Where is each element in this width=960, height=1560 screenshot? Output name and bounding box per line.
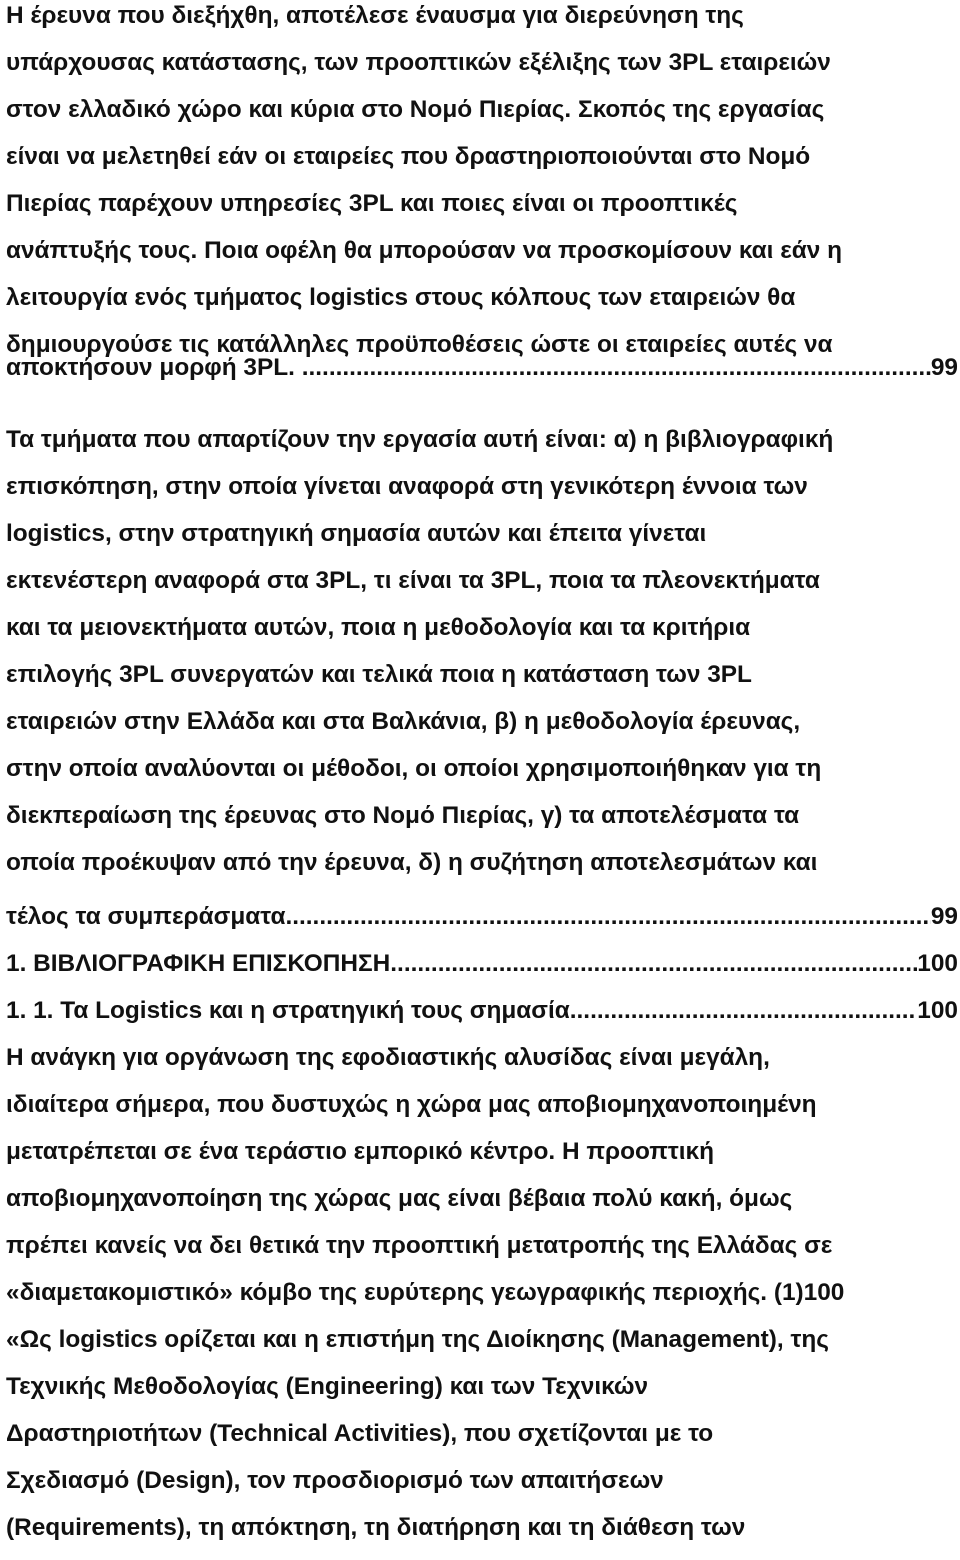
text-line: Δραστηριοτήτων (Technical Activities), που σχετίζονται με το — [6, 1420, 714, 1447]
text-line: δημιουργούσε τις κατάλληλες προϋποθέσεις ώστε οι εταιρείες αυτές να — [6, 331, 833, 358]
text-line: Τεχνικής Μεθοδολογίας (Engineering) και των Τεχνικών — [6, 1373, 649, 1400]
text-line: Πιερίας παρέχουν υπηρεσίες 3PL και ποιες είναι οι προοπτικές — [6, 190, 738, 217]
toc-leader-dots — [570, 995, 918, 1043]
text-line: μετατρέπεται σε ένα τεράστιο εμπορικό κέντρο. Η προοπτική — [6, 1138, 715, 1165]
text-line: «διαμετακομιστικό» κόμβο της ευρύτερης γεωγραφικής περιοχής. (1)100 — [6, 1279, 845, 1306]
text-line: εταιρειών στην Ελλάδα και στα Βαλκάνια, β) η μεθοδολογία έρευνας, — [6, 708, 801, 735]
toc-page-number: 99 — [930, 354, 958, 381]
text-line: «Ως logistics ορίζεται και η επιστήμη της Διοίκησης (Management), της — [6, 1326, 829, 1353]
toc-entry[interactable] — [6, 995, 958, 1043]
text-line: είναι να μελετηθεί εάν οι εταιρείες που δραστηριοποιούνται στο Νομό — [6, 143, 811, 170]
text-line: εκτενέστερη αναφορά στα 3PL, τι είναι τα 3PL, ποια τα πλεονεκτήματα — [6, 567, 820, 594]
toc-entry-title: αποκτήσουν μορφή 3PL. ... — [6, 354, 323, 381]
text-line: λειτουργία ενός τμήματος logistics στους κόλπους των εταιρειών θα — [6, 284, 796, 311]
toc-entry-title: τέλος τα συμπεράσματα — [6, 903, 286, 930]
text-line: αποβιομηχανοποίηση της χώρας μας είναι βέβαια πολύ κακή, όμως — [6, 1185, 793, 1212]
toc-leader-dots — [390, 948, 917, 996]
toc-page-number: 100 — [917, 950, 958, 977]
toc-entry[interactable] — [6, 352, 958, 400]
text-line: και τα μειονεκτήματα αυτών, ποια η μεθοδολογία και τα κριτήρια — [6, 614, 751, 641]
text-line: επιλογής 3PL συνεργατών και τελικά ποια η κατάσταση των 3PL — [6, 661, 752, 688]
text-line: πρέπει κανείς να δει θετικά την προοπτική μετατροπής της Ελλάδας σε — [6, 1232, 833, 1259]
toc-page-number: 100 — [917, 997, 958, 1024]
text-line: οποία προέκυψαν από την έρευνα, δ) η συζήτηση αποτελεσμάτων και — [6, 849, 818, 876]
toc-entry-title: 1. 1. Τα Logistics και η στρατηγική τους σημασία — [6, 997, 570, 1024]
text-line: Σχεδιασμό (Design), τον προσδιορισμό των απαιτήσεων — [6, 1467, 664, 1494]
toc-entry-title: 1. ΒΙΒΛΙΟΓΡΑΦΙΚΗ ΕΠΙΣΚΟΠΗΣΗ — [6, 950, 391, 977]
text-line: Η ανάγκη για οργάνωση της εφοδιαστικής αλυσίδας είναι μεγάλη, — [6, 1044, 770, 1071]
text-line: υπάρχουσας κατάστασης, των προοπτικών εξέλιξης των 3PL εταιρειών — [6, 49, 831, 76]
text-line: Η έρευνα που διεξήχθη, αποτέλεσε έναυσμα για διερεύνηση της — [6, 2, 744, 29]
text-line: Τα τμήματα που απαρτίζουν την εργασία αυτή είναι: α) η βιβλιογραφική — [6, 426, 834, 453]
toc-page-number: 99 — [930, 903, 958, 930]
text-line: στην οποία αναλύονται οι μέθοδοι, οι οποίοι χρησιμοποιήθηκαν για τη — [6, 755, 822, 782]
text-line: στον ελλαδικό χώρο και κύρια στο Νομό Πιερίας. Σκοπός της εργασίας — [6, 96, 825, 123]
toc-entry[interactable] — [6, 901, 958, 949]
text-line: ανάπτυξής τους. Ποια οφέλη θα μπορούσαν να προσκομίσουν και εάν η — [6, 237, 843, 264]
toc-leader-dots — [322, 352, 931, 400]
text-line: επισκόπηση, στην οποία γίνεται αναφορά στη γενικότερη έννοια των — [6, 473, 808, 500]
toc-entry[interactable] — [6, 948, 958, 996]
text-line: logistics, στην στρατηγική σημασία αυτών και έπειτα γίνεται — [6, 520, 707, 547]
text-line: (Requirements), τη απόκτηση, τη διατήρηση και τη διάθεση των — [6, 1514, 746, 1541]
toc-leader-dots — [285, 901, 930, 949]
text-line: ιδιαίτερα σήμερα, που δυστυχώς η χώρα μας αποβιομηχανοποιημένη — [6, 1091, 817, 1118]
text-line: διεκπεραίωση της έρευνας στο Νομό Πιερίας, γ) τα αποτελέσματα τα — [6, 802, 800, 829]
